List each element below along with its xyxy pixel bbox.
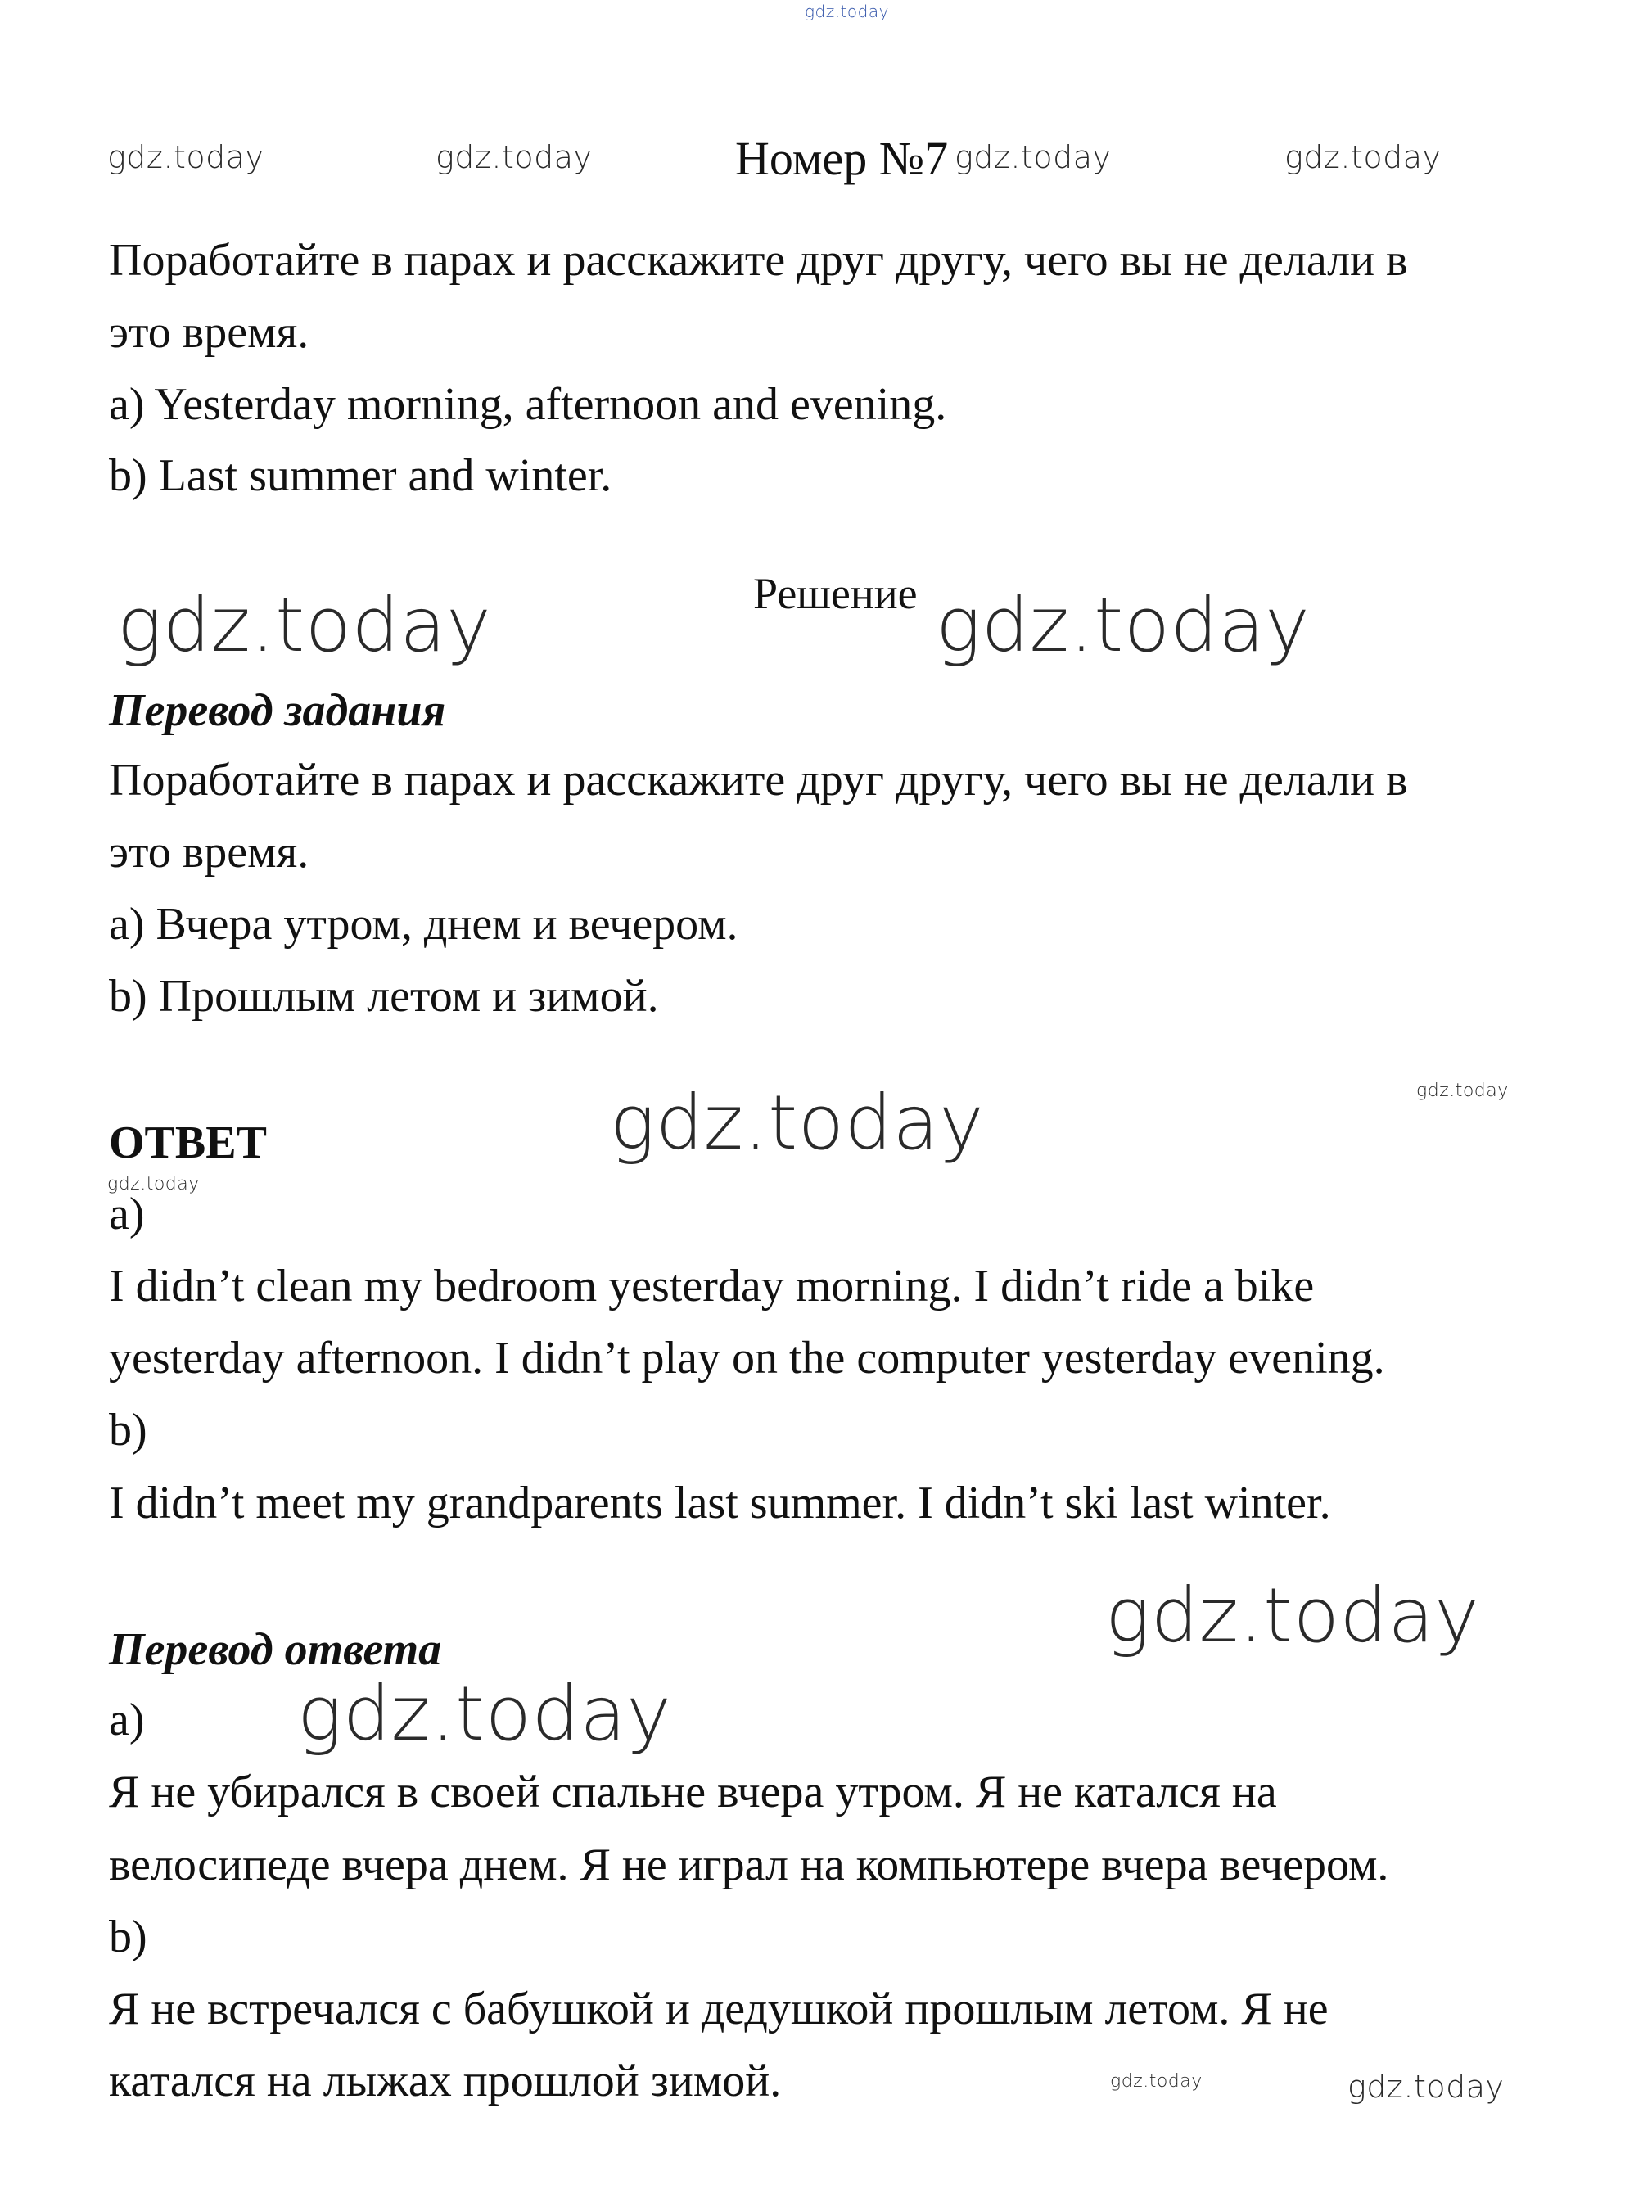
answer-heading: ОТВЕТ	[109, 1117, 267, 1168]
task-item-b: b) Last summer and winter.	[109, 450, 612, 501]
watermark-large: gdz.today	[297, 1670, 672, 1758]
watermark-top: gdz.today	[805, 2, 889, 21]
answer-translation-text-b: Я не встречался с бабушкой и дедушкой прошлым летом. Я не	[109, 1984, 1329, 2034]
answer-translation-label-b: b)	[109, 1912, 147, 1962]
answer-text-b: I didn’t meet my grandparents last summer. I didn’t ski last winter.	[109, 1478, 1331, 1528]
task-translation-item-b: b) Прошлым летом и зимой.	[109, 971, 659, 1022]
answer-text-a: I didn’t clean my bedroom yesterday morning. I didn’t ride a bike	[109, 1261, 1315, 1311]
task-item-a: a) Yesterday morning, afternoon and evening.	[109, 379, 947, 430]
answer-label-a: a)	[109, 1189, 145, 1239]
watermark-header: gdz.today	[107, 139, 264, 175]
solution-heading: Решение	[753, 569, 918, 618]
watermark-header: gdz.today	[955, 139, 1112, 175]
task-text: это время.	[109, 307, 309, 358]
watermark-large: gdz.today	[1105, 1572, 1480, 1659]
watermark-header: gdz.today	[1284, 139, 1442, 175]
watermark-small: gdz.today	[107, 1174, 200, 1194]
task-translation-text: Поработайте в парах и расскажите друг другу, чего вы не делали в	[109, 755, 1408, 806]
page-title: Номер №7	[735, 132, 949, 185]
watermark-large: gdz.today	[117, 581, 492, 669]
watermark-small: gdz.today	[1110, 2071, 1203, 2092]
watermark-large: gdz.today	[610, 1079, 985, 1167]
watermark-header: gdz.today	[436, 139, 593, 175]
answer-translation-label-a: a)	[109, 1695, 145, 1745]
answer-text-a: yesterday afternoon. I didn’t play on the computer yesterday evening.	[109, 1333, 1385, 1384]
watermark-header: gdz.today	[1347, 2069, 1505, 2105]
task-translation-item-a: a) Вчера утром, днем и вечером.	[109, 899, 738, 950]
task-text: Поработайте в парах и расскажите друг другу, чего вы не делали в	[109, 235, 1408, 286]
answer-translation-text-a: велосипеде вчера днем. Я не играл на компьютере вчера вечером.	[109, 1840, 1389, 1890]
answer-translation-text-b: катался на лыжах прошлой зимой.	[109, 2056, 782, 2106]
watermark-small: gdz.today	[1416, 1081, 1509, 1101]
answer-translation-text-a: Я не убирался в своей спальне вчера утром. Я не катался на	[109, 1767, 1277, 1817]
answer-translation-heading: Перевод ответа	[109, 1624, 442, 1675]
task-translation-text: это время.	[109, 827, 309, 878]
task-translation-heading: Перевод задания	[109, 685, 446, 736]
answer-label-b: b)	[109, 1405, 147, 1456]
watermark-large: gdz.today	[936, 581, 1311, 669]
